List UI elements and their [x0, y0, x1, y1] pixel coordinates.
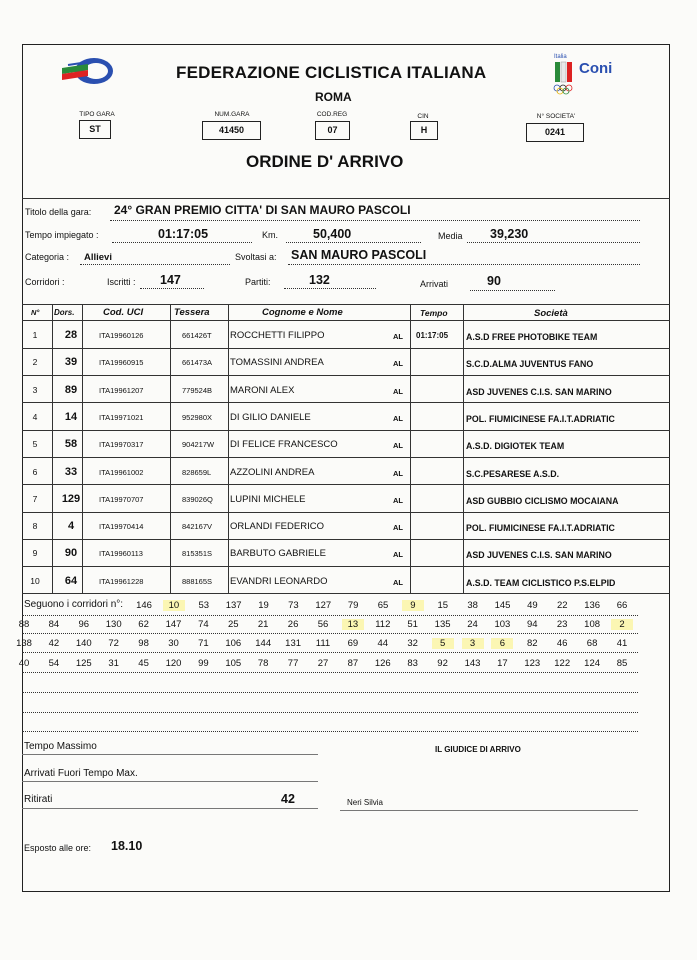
header-dors: Dors. — [54, 308, 75, 317]
coni-emblem-icon — [552, 54, 578, 98]
media-value: 39,230 — [490, 227, 529, 241]
row-team: A.S.D. DIGIOTEK TEAM — [466, 441, 565, 452]
rider-number: 144 — [255, 638, 272, 649]
cin-box: H — [410, 121, 438, 140]
header-tempo: Tempo — [420, 308, 448, 318]
rider-number: 147 — [165, 619, 182, 630]
following-label: Seguono i corridori n°: — [24, 599, 124, 610]
row-tessera: 888165S — [182, 576, 213, 586]
table-row — [22, 430, 670, 457]
row-tessera: 828659L — [182, 467, 212, 477]
coni-small-text: Italia — [554, 54, 567, 60]
rider-number: 145 — [494, 600, 511, 611]
rider-number: 98 — [138, 638, 149, 649]
rider-number: 135 — [434, 619, 451, 630]
row-tessera: 661473A — [182, 358, 213, 368]
rider-number: 15 — [437, 600, 449, 611]
table-row — [22, 485, 670, 512]
rider-number: 54 — [48, 658, 60, 669]
header-tessera: Tessera — [174, 307, 210, 318]
svolta-value: SAN MAURO PASCOLI — [291, 248, 427, 262]
row-name: BARBUTO GABRIELE — [230, 548, 326, 560]
rider-number: 40 — [18, 658, 30, 669]
row-tessera: 779524B — [182, 385, 213, 395]
rider-number: 106 — [225, 638, 242, 649]
rider-number: 30 — [168, 638, 179, 649]
row-team: A.S.D. TEAM CICLISTICO P.S.ELPID — [466, 577, 616, 588]
n-societa-box: 0241 — [526, 123, 584, 142]
row-category: AL — [393, 359, 403, 369]
row-category: AL — [393, 523, 403, 533]
row-position: 8 — [32, 521, 38, 532]
rider-number: 82 — [527, 638, 538, 649]
rider-number: 87 — [347, 658, 359, 669]
row-category: AL — [393, 413, 403, 423]
rider-number: 74 — [198, 619, 209, 630]
tipo-gara-label: TIPO GARA — [79, 111, 115, 118]
svolta-label: Svoltasi a: — [235, 252, 277, 262]
tipo-gara-box: ST — [79, 120, 111, 139]
rider-number: 146 — [136, 600, 152, 611]
row-position: 4 — [32, 411, 38, 422]
titolo-label: Titolo della gara: — [25, 207, 92, 217]
rider-number: 88 — [18, 619, 30, 630]
rider-number: 140 — [75, 638, 92, 649]
race-title: 24° GRAN PREMIO CITTA' DI SAN MAURO PASCOLI — [114, 203, 411, 217]
rider-number: 6 — [491, 638, 513, 649]
row-category: AL — [393, 577, 403, 587]
row-position: 7 — [32, 493, 38, 504]
row-name: AZZOLINI ANDREA — [230, 466, 315, 478]
rider-number: 13 — [342, 619, 364, 630]
rider-number: 44 — [377, 638, 389, 649]
rider-number: 105 — [225, 658, 242, 669]
table-row — [22, 512, 670, 539]
row-team: POL. FIUMICINESE FA.I.T.ADRIATIC — [466, 413, 615, 424]
arrivati-label: Arrivati — [420, 279, 449, 289]
row-position: 2 — [32, 357, 38, 368]
header-uci: Cod. UCI — [103, 307, 144, 318]
rider-number: 23 — [556, 619, 568, 630]
categoria-value: Allievi — [84, 252, 112, 263]
table-row — [22, 376, 670, 403]
row-position: 1 — [32, 330, 38, 340]
rider-number: 51 — [407, 619, 418, 630]
row-bib: 89 — [64, 383, 78, 396]
table-row — [22, 458, 670, 485]
row-position: 10 — [30, 575, 40, 586]
tempo-massimo-label: Tempo Massimo — [24, 741, 97, 752]
rider-number: 17 — [497, 658, 508, 669]
row-category: AL — [393, 441, 403, 451]
table-row — [22, 567, 670, 594]
rider-number: 24 — [467, 619, 478, 630]
rider-number: 125 — [75, 658, 92, 669]
corridori-label: Corridori : — [25, 277, 65, 287]
row-uci-code: ITA19961228 — [99, 576, 144, 586]
rider-number: 65 — [377, 600, 389, 611]
rider-number: 138 — [16, 638, 32, 649]
rider-number: 103 — [494, 619, 511, 630]
rider-number: 83 — [407, 658, 418, 669]
cod-reg-box: 07 — [315, 121, 350, 140]
rider-number: 31 — [108, 658, 119, 669]
row-position: 6 — [32, 466, 38, 477]
rider-number: 38 — [467, 600, 478, 611]
row-bib: 64 — [64, 574, 78, 587]
row-name: ROCCHETTI FILIPPO — [230, 330, 325, 341]
n-societa-label: N° SOCIETA' — [536, 113, 576, 120]
federation-title: FEDERAZIONE CICLISTICA ITALIANA — [176, 63, 487, 82]
rider-number: 32 — [407, 638, 418, 649]
rider-number: 73 — [288, 600, 299, 611]
giudice-name: Neri Silvia — [347, 798, 384, 807]
rider-number: 111 — [315, 638, 331, 649]
rider-number: 62 — [138, 619, 149, 630]
row-team: ASD JUVENES C.I.S. SAN MARINO — [466, 550, 612, 561]
km-value: 50,400 — [313, 227, 352, 241]
row-tessera: 839026Q — [182, 494, 213, 504]
rider-number: 137 — [225, 600, 242, 611]
rider-number: 42 — [48, 638, 60, 649]
divider — [22, 198, 670, 199]
rider-number: 2 — [611, 619, 633, 630]
row-bib: 58 — [64, 438, 78, 451]
row-divider — [22, 593, 670, 594]
esposto-value: 18.10 — [111, 839, 143, 853]
rider-number: 127 — [315, 600, 332, 611]
rider-number: 22 — [556, 600, 568, 611]
row-position: 9 — [32, 548, 38, 559]
row-name: ORLANDI FEDERICO — [230, 521, 324, 533]
row-name: DI FELICE FRANCESCO — [230, 439, 338, 451]
row-name: MARONI ALEX — [230, 384, 295, 396]
row-tessera: 842167V — [182, 522, 213, 532]
row-category: AL — [393, 468, 403, 478]
rider-number: 26 — [287, 619, 299, 630]
rider-number: 85 — [616, 658, 628, 669]
coni-logo — [552, 54, 622, 98]
row-tessera: 904217W — [182, 440, 215, 450]
row-bib: 14 — [64, 410, 78, 423]
rider-number: 94 — [527, 619, 538, 630]
rider-number: 3 — [462, 638, 484, 649]
row-bib: 28 — [64, 329, 78, 341]
table-row — [22, 348, 670, 375]
row-uci-code: ITA19961002 — [99, 467, 144, 477]
city-label: ROMA — [315, 90, 352, 104]
row-position: 3 — [32, 384, 38, 395]
rider-number: 131 — [285, 638, 302, 649]
row-team: S.C.PESARESE A.S.D. — [466, 468, 560, 479]
row-name: DI GILIO DANIELE — [230, 411, 311, 423]
rider-number: 108 — [584, 619, 601, 630]
fuori-tempo-label: Arrivati Fuori Tempo Max. — [24, 768, 138, 779]
rider-number: 53 — [198, 600, 210, 611]
tempo-label: Tempo impiegato : — [25, 230, 99, 240]
rider-number: 46 — [556, 638, 568, 649]
rider-number: 71 — [198, 638, 209, 649]
rider-number: 66 — [616, 600, 628, 611]
rider-number: 143 — [464, 658, 481, 669]
num-gara-box: 41450 — [202, 121, 261, 140]
row-team: ASD JUVENES C.I.S. SAN MARINO — [466, 386, 612, 397]
iscritti-label: Iscritti : — [107, 277, 136, 287]
rider-number: 72 — [108, 638, 119, 649]
rider-number: 78 — [257, 658, 269, 669]
row-category: AL — [393, 386, 403, 396]
row-team: S.C.D.ALMA JUVENTUS FANO — [466, 359, 594, 370]
fci-logo-icon — [58, 56, 114, 86]
row-bib: 33 — [64, 465, 78, 478]
rider-number: 126 — [374, 658, 391, 669]
rider-number: 19 — [258, 600, 269, 611]
header-pos: N° — [31, 308, 40, 317]
partiti-label: Partiti: — [245, 277, 271, 287]
rider-number: 69 — [347, 638, 359, 649]
row-uci-code: ITA19960915 — [99, 358, 144, 368]
rider-number: 122 — [554, 658, 571, 669]
media-label: Media — [438, 231, 463, 241]
rider-number: 124 — [584, 658, 601, 669]
row-position: 5 — [32, 439, 38, 450]
rider-number: 21 — [257, 619, 269, 630]
rider-number: 99 — [198, 658, 209, 669]
giudice-label: IL GIUDICE DI ARRIVO — [435, 745, 521, 754]
tempo-value: 01:17:05 — [158, 227, 209, 241]
row-bib: 90 — [64, 547, 78, 560]
row-category: AL — [393, 495, 403, 505]
rider-number: 68 — [586, 638, 598, 649]
rider-number: 27 — [317, 658, 329, 669]
rider-number: 10 — [163, 600, 185, 611]
rider-number: 112 — [375, 619, 391, 630]
table-row — [22, 321, 670, 348]
row-tessera: 661426T — [182, 331, 212, 340]
rider-number: 96 — [78, 619, 90, 630]
row-tessera: 815351S — [182, 549, 213, 559]
ritirati-label: Ritirati — [24, 794, 53, 805]
row-name: LUPINI MICHELE — [230, 493, 306, 505]
row-team: POL. FIUMICINESE FA.I.T.ADRIATIC — [466, 523, 615, 534]
row-uci-code: ITA19970707 — [99, 494, 144, 504]
header-name: Cognome e Nome — [262, 307, 343, 318]
row-team: ASD GUBBIO CICLISMO MOCAIANA — [466, 495, 619, 506]
row-uci-code: ITA19970414 — [99, 522, 144, 532]
rider-number: 92 — [437, 658, 448, 669]
rider-number: 56 — [317, 619, 329, 630]
partiti-value: 132 — [309, 273, 330, 287]
rider-number: 49 — [527, 600, 538, 611]
row-name: EVANDRI LEONARDO — [230, 575, 328, 587]
row-name: TOMASSINI ANDREA — [230, 357, 324, 369]
header-societa: Società — [534, 308, 568, 319]
coni-logo-text: Coni — [579, 60, 613, 77]
table-row — [22, 539, 670, 566]
arrivati-value: 90 — [487, 274, 501, 288]
row-uci-code: ITA19960113 — [99, 549, 143, 559]
row-category: AL — [393, 550, 403, 560]
rider-number: 41 — [616, 638, 628, 649]
row-bib: 4 — [67, 520, 75, 533]
rider-number: 9 — [402, 600, 424, 611]
rider-number: 45 — [138, 658, 149, 669]
rider-number: 123 — [524, 658, 541, 669]
cin-label: CIN — [417, 113, 429, 120]
document-title: ORDINE D' ARRIVO — [246, 152, 404, 171]
row-bib: 39 — [64, 356, 78, 369]
rider-number: 136 — [584, 600, 601, 611]
row-uci-code: ITA19961207 — [99, 385, 144, 395]
row-category: AL — [393, 332, 403, 341]
iscritti-value: 147 — [160, 273, 181, 287]
row-bib: 129 — [61, 492, 81, 505]
esposto-label: Esposto alle ore: — [24, 843, 92, 853]
row-uci-code: ITA19960126 — [99, 331, 144, 340]
categoria-label: Categoria : — [25, 252, 70, 262]
rider-number: 5 — [432, 638, 454, 649]
num-gara-label: NUM.GARA — [214, 111, 250, 118]
km-label: Km. — [262, 230, 279, 240]
rider-number: 120 — [165, 658, 182, 669]
cod-reg-label: COD.REG — [316, 111, 348, 118]
row-team: A.S.D FREE PHOTOBIKE TEAM — [466, 332, 598, 342]
row-time: 01:17:05 — [416, 331, 449, 340]
rider-number: 130 — [105, 619, 122, 630]
rider-number: 79 — [347, 600, 359, 611]
row-uci-code: ITA19971021 — [99, 412, 144, 422]
rider-number: 25 — [228, 619, 239, 630]
rider-number: 84 — [48, 619, 60, 630]
table-row — [22, 403, 670, 430]
rider-number: 77 — [287, 658, 299, 669]
ritirati-value: 42 — [281, 792, 295, 806]
row-tessera: 952980X — [182, 412, 213, 422]
row-uci-code: ITA19970317 — [99, 440, 144, 450]
